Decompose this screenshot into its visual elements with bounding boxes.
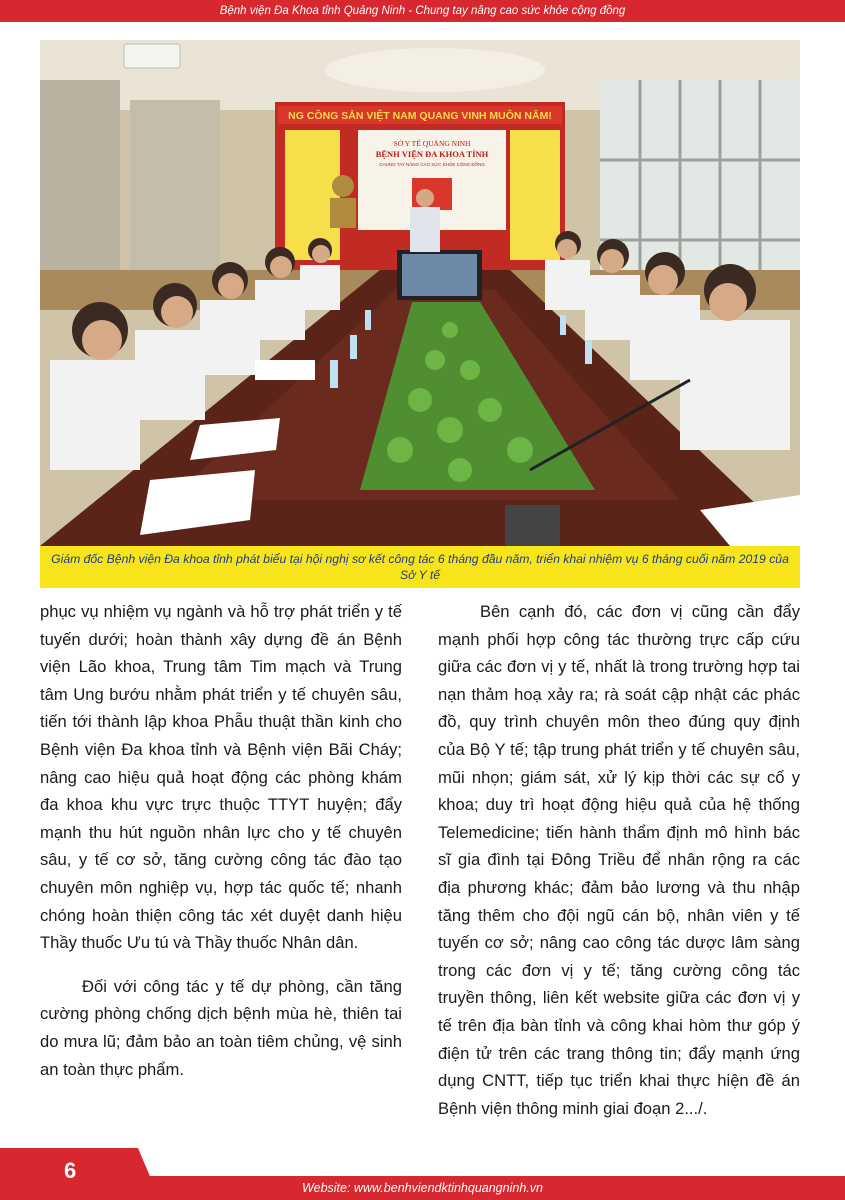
- board-line-3: CHUNG TAY NÂNG CAO SỨC KHỎE CỘNG ĐỒNG: [379, 162, 485, 167]
- photo-caption-text: Giám đốc Bệnh viện Đa khoa tỉnh phát biểu tại hội nghị sơ kết công tác 6 tháng đầu năm, triển khai nhiệm vụ 6 tháng cuối năm 2019 của Sở Y tế: [51, 552, 789, 582]
- left-paragraph-2: Đối với công tác y tế dự phòng, cần tăng cường phòng chống dịch bệnh mùa hè, thiên tai do mưa lũ; đảm bảo an toàn tiêm chủng, vệ sinh an toàn thực phẩm.: [40, 976, 402, 1079]
- slogan-banner: NG CÔNG SẢN VIỆT NAM QUANG VINH MUÔN NĂM!: [288, 110, 552, 122]
- photo-caption: [40, 546, 800, 588]
- header-banner: [0, 0, 845, 22]
- board-line-1: SỞ Y TẾ QUẢNG NINH: [393, 139, 471, 148]
- conference-photo: [40, 40, 800, 546]
- footer-website: [0, 1176, 845, 1200]
- article-column-right: [438, 598, 800, 1122]
- right-paragraph-1: Bên cạnh đó, các đơn vị cũng cần đẩy mạnh phối hợp công tác thường trực cấp cứu giữa các đơn vị y tế, nhất là trong trường hợp tai nạn thảm hoạ xảy ra; rà soát cập nhật các phác đồ, quy trình chuyên môn theo đúng quy định của Bộ Y tế; tập trung phát triển y tế chuyên sâu, mũi nhọn; giám sát, xử lý kịp thời các sự cố y khoa; duy trì hoạt động hiệu quả của hệ thống Telemedicine; tiến hành thẩm định mô hình bác sĩ gia đình tại Đông Triều để nhân rộng ra các địa phương khác; đảm bảo lương và thu nhập tăng thêm cho đội ngũ cán bộ, nhân viên y tế tuyến cơ sở; nâng cao công tác dược lâm sàng trong các đơn vị y tế; tăng cường công tác truyền thông, liên kết website giữa các đơn vị y tế trên địa bàn tỉnh và công khai hòm thư góp ý điện tử trên các trang thông tin; đẩy mạnh ứng dụng CNTT, tiếp tục triển khai thực hiện đề án Bệnh viện thông minh giai đoạn 2.../.: [438, 602, 800, 1118]
- header-banner-text: Bệnh viện Đa Khoa tỉnh Quảng Ninh - Chung tay nâng cao sức khỏe cộng đồng: [219, 5, 626, 17]
- page-number: 6: [64, 1158, 77, 1183]
- article-column-left: [40, 598, 402, 1083]
- website-text: Website: www.benhviendktinhquangninh.vn: [302, 1181, 543, 1195]
- left-paragraph-1: phục vụ nhiệm vụ ngành và hỗ trợ phát triển y tế tuyến dưới; hoàn thành xây dựng đề án Bệnh viện Lão khoa, Trung tâm Tim mạch và Trung tâm Ung bướu nhằm phát triển y tế chuyên sâu, tiến tới thành lập khoa Phẫu thuật thần kinh cho Bệnh viện Đa khoa tỉnh và Bệnh viện Bãi Cháy; nâng cao hiệu quả hoạt động các phòng khám đa khoa khu vực trực thuộc TTYT huyện; đẩy mạnh thu hút nguồn nhân lực cho y tế chuyên sâu, y tế cơ sở, tăng cường công tác đào tạo chuyên môn nghiệp vụ, hợp tác quốc tế; nhanh chóng hoàn thiện công tác xét duyệt danh hiệu Thầy thuốc Ưu tú và Thầy thuốc Nhân dân.: [40, 602, 402, 953]
- board-line-2: BỆNH VIỆN ĐA KHOA TỈNH: [375, 149, 489, 159]
